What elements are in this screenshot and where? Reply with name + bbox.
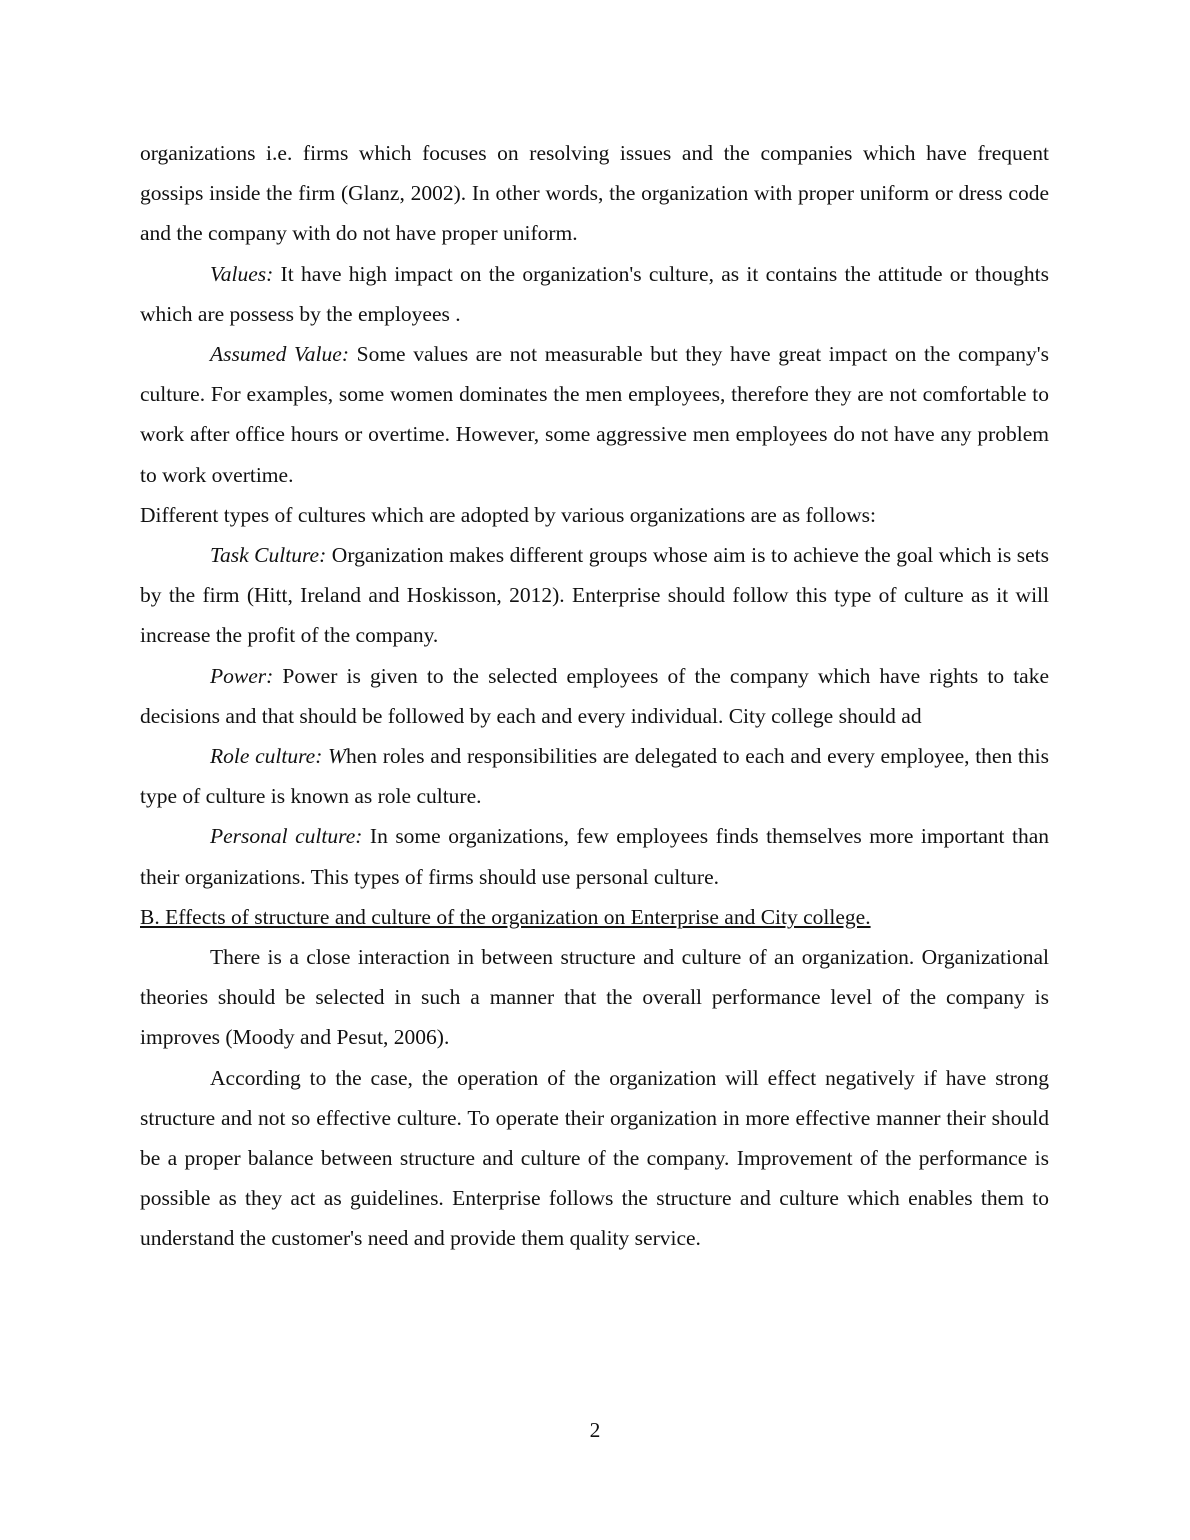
text-personal-culture: In some organizations, few employees finds themselves more important than their organizations. This types of firms should use personal culture. bbox=[140, 824, 1049, 889]
paragraph-types-intro: Different types of cultures which are adopted by various organizations are as follows: bbox=[140, 502, 876, 527]
paragraph-intro: organizations i.e. firms which focuses on resolving issues and the companies which have frequent gossips inside the firm (Glanz, 2002). In other words, the organization with proper uniform or dress code and the company with do not have proper uniform. bbox=[140, 141, 1049, 246]
section-heading: B. Effects of structure and culture of the organization on Enterprise and City college. bbox=[140, 904, 871, 929]
paragraph-case: According to the case, the operation of the organization will effect negatively if have strong structure and not so effective culture. To operate their organization in more effective manner their should be a proper balance between structure and culture of the company. Improvement of the performance is possible as they act as guidelines. Enterprise follows the structure and culture which enables them to understand the customer's need and provide them quality service. bbox=[140, 1065, 1049, 1251]
term-values: Values: bbox=[210, 261, 274, 286]
term-personal-culture: Personal culture: bbox=[210, 824, 363, 849]
paragraph-personal-culture bbox=[140, 816, 1049, 896]
paragraph-power bbox=[140, 656, 1049, 736]
term-power: Power: bbox=[210, 663, 274, 688]
term-assumed-value: Assumed Value: bbox=[210, 342, 349, 367]
paragraph-interaction: There is a close interaction in between structure and culture of an organization. Organizational theories should be selected in such a manner that the overall performance level of the company is improves (Moody and Pesut, 2006). bbox=[140, 945, 1049, 1050]
page-number: 2 bbox=[589, 1418, 601, 1442]
paragraph-role-culture bbox=[140, 736, 1049, 816]
term-task-culture: Task Culture: bbox=[210, 543, 327, 568]
paragraph-values bbox=[140, 254, 1049, 334]
paragraph-task-culture bbox=[140, 535, 1049, 656]
text-values: It have high impact on the organization's culture, as it contains the attitude or thoughts which are possess by the employees . bbox=[140, 261, 1049, 326]
document-body bbox=[140, 133, 1049, 1259]
term-role-culture: Role culture: W bbox=[210, 744, 346, 769]
paragraph-assumed-value bbox=[140, 334, 1049, 495]
text-task-culture: Organization makes different groups whose aim is to achieve the goal which is sets by the firm (Hitt, Ireland and Hoskisson, 2012). Enterprise should follow this type of culture as it will increase the profit of the company. bbox=[140, 543, 1049, 648]
text-power: Power is given to the selected employees of the company which have rights to take decisions and that should be followed by each and every individual. City college should ad bbox=[140, 663, 1049, 728]
text-assumed-value: Some values are not measurable but they have great impact on the company's culture. For examples, some women dominates the men employees, therefore they are not comfortable to work after office hours or overtime. However, some aggressive men employees do not have any problem to work overtime. bbox=[140, 342, 1049, 487]
text-role-culture: hen roles and responsibilities are delegated to each and every employee, then this type of culture is known as role culture. bbox=[140, 744, 1049, 809]
